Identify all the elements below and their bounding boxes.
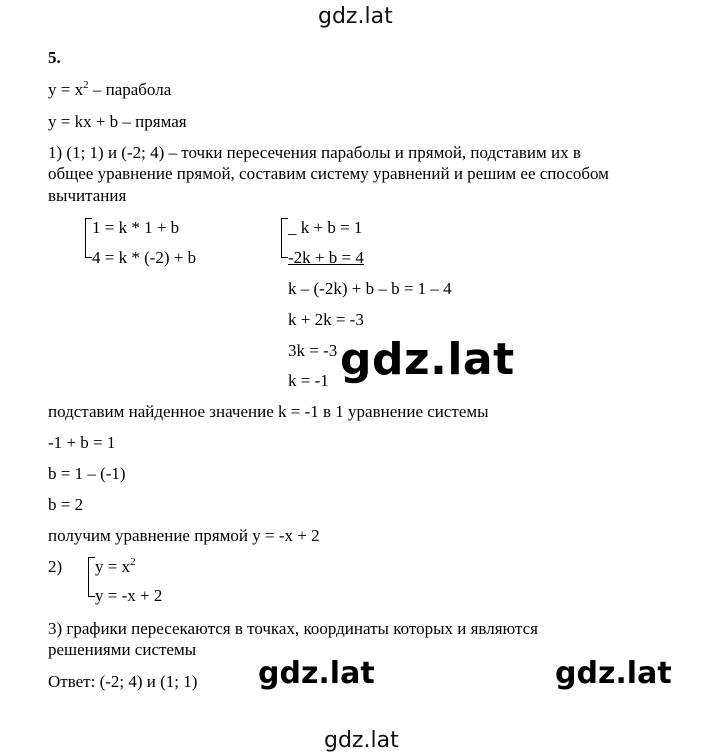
watermark-top: gdz.lat	[318, 4, 393, 29]
system3-eq1-base: y = x	[95, 557, 131, 576]
substitute-text: подставим найденное значение k = -1 в 1 уравнение системы	[48, 402, 489, 421]
watermark-bottom-left: gdz.lat	[258, 656, 375, 691]
line-equation: y = kx + b – прямая	[48, 112, 187, 131]
system1-eq1: 1 = k * 1 + b	[92, 218, 180, 237]
task-number: 5.	[48, 48, 61, 67]
watermark-footer: gdz.lat	[324, 728, 399, 753]
parabola-caption: – парабола	[88, 80, 172, 99]
system2-sub1: k – (-2k) + b – b = 1 – 4	[288, 279, 452, 298]
step1-text-line3: вычитания	[48, 186, 127, 205]
step1-text-line1: 1) (1; 1) и (-2; 4) – точки пересечения параболы и прямой, подставим их в	[48, 143, 581, 162]
b-step1: -1 + b = 1	[48, 433, 116, 452]
system3-label: 2)	[48, 557, 63, 576]
conclusion-line2: решениями системы	[48, 640, 197, 659]
system2-sub4: k = -1	[288, 371, 329, 390]
watermark-center: gdz.lat	[340, 334, 515, 385]
answer: Ответ: (-2; 4) и (1; 1)	[48, 672, 198, 691]
system1-eq2: 4 = k * (-2) + b	[92, 248, 197, 267]
conclusion-line1: 3) графики пересекаются в точках, координаты которых и являются	[48, 619, 538, 638]
system3-eq2: y = -x + 2	[95, 586, 163, 605]
system3-eq1	[95, 557, 136, 577]
system2-eq2: -2k + b = 4	[288, 248, 364, 267]
parabola-equation	[48, 80, 171, 100]
system2-sub3: 3k = -3	[288, 341, 338, 360]
parabola-base: y = x	[48, 80, 84, 99]
system3-eq1-exponent: 2	[130, 556, 136, 568]
system2-sub2: k + 2k = -3	[288, 310, 364, 329]
line-result: получим уравнение прямой y = -x + 2	[48, 526, 320, 545]
watermark-bottom-right: gdz.lat	[555, 656, 672, 691]
b-step2: b = 1 – (-1)	[48, 464, 126, 483]
step1-text-line2: общее уравнение прямой, составим систему уравнений и решим ее способом	[48, 164, 609, 183]
parabola-exponent: 2	[83, 79, 89, 91]
b-step3: b = 2	[48, 495, 84, 514]
system2-eq1: _ k + b = 1	[288, 218, 363, 237]
